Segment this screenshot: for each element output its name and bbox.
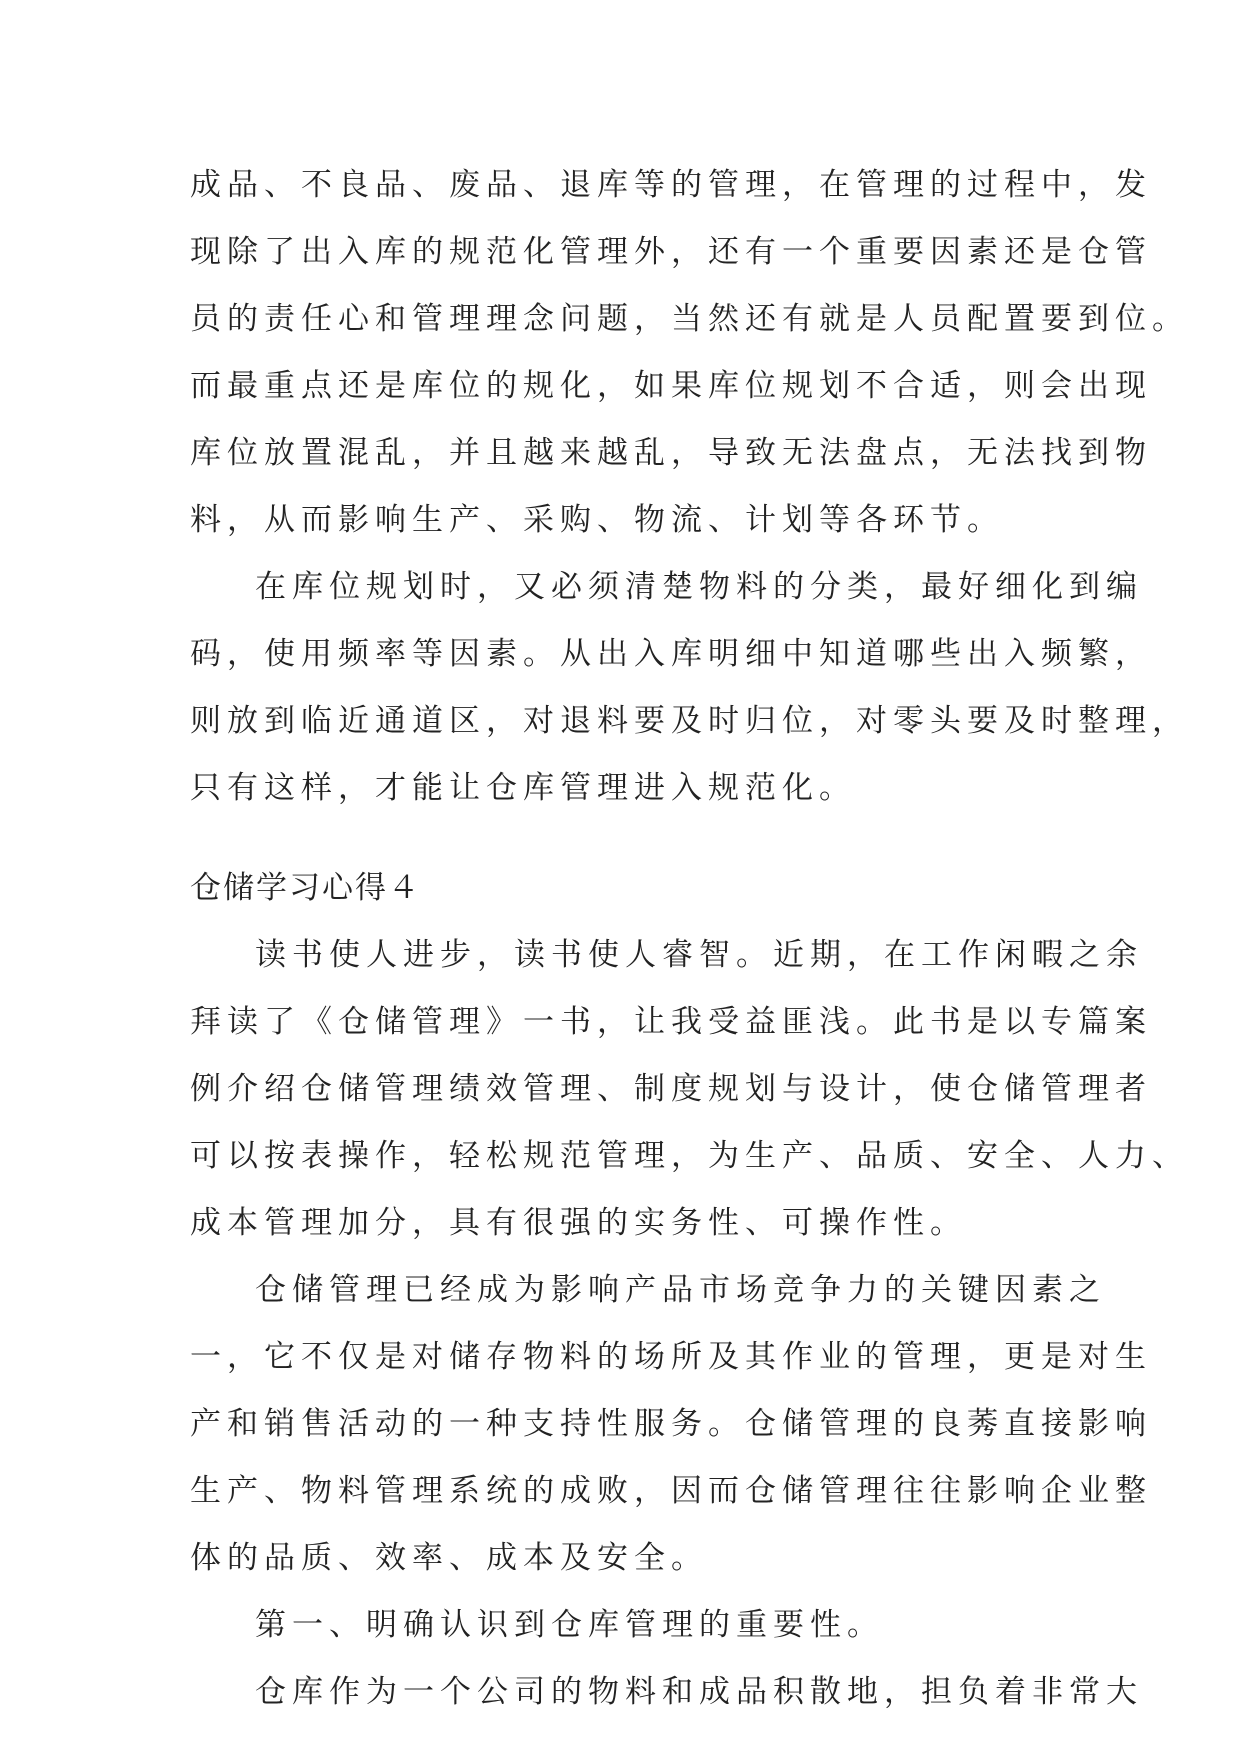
text-line: 料，从而影响生产、采购、物流、计划等各环节。: [190, 502, 1004, 538]
text-line: 一，它不仅是对储存物料的场所及其作业的管理，更是对生: [190, 1339, 1152, 1375]
text-line: 拜读了《仓储管理》一书，让我受益匪浅。此书是以专篇案: [190, 1004, 1152, 1040]
text-line: 码，使用频率等因素。从出入库明细中知道哪些出入频繁，: [190, 636, 1152, 672]
text-line: 产和销售活动的一种支持性服务。仓储管理的良莠直接影响: [190, 1406, 1152, 1442]
section-heading: 仓储学习心得４: [190, 870, 421, 906]
text-line: 只有这样，才能让仓库管理进入规范化。: [190, 770, 856, 806]
text-line: 例介绍仓储管理绩效管理、制度规划与设计，使仓储管理者: [190, 1071, 1152, 1107]
text-line: 成品、不良品、废品、退库等的管理，在管理的过程中，发: [190, 167, 1152, 203]
text-line: 而最重点还是库位的规化，如果库位规划不合适，则会出现: [190, 368, 1152, 404]
text-line: 生产、物料管理系统的成败，因而仓储管理往往影响企业整: [190, 1473, 1152, 1509]
text-line: 库位放置混乱，并且越来越乱，导致无法盘点，无法找到物: [190, 435, 1152, 471]
text-line: 可以按表操作，轻松规范管理，为生产、品质、安全、人力、: [190, 1138, 1189, 1174]
text-line: 员的责任心和管理理念问题，当然还有就是人员配置要到位。: [190, 301, 1189, 337]
text-line: 现除了出入库的规范化管理外，还有一个重要因素还是仓管: [190, 234, 1152, 270]
text-line: 则放到临近通道区，对退料要及时归位，对零头要及时整理，: [190, 703, 1189, 739]
text-line: 仓库作为一个公司的物料和成品积散地，担负着非常大: [255, 1674, 1143, 1710]
text-line: 体的品质、效率、成本及安全。: [190, 1540, 708, 1576]
text-line: 在库位规划时，又必须清楚物料的分类，最好细化到编: [255, 569, 1143, 605]
text-line: 第一、明确认识到仓库管理的重要性。: [255, 1607, 884, 1643]
text-line: 读书使人进步，读书使人睿智。近期，在工作闲暇之余: [255, 937, 1143, 973]
text-line: 成本管理加分，具有很强的实务性、可操作性。: [190, 1205, 967, 1241]
text-line: 仓储管理已经成为影响产品市场竞争力的关键因素之: [255, 1272, 1106, 1308]
